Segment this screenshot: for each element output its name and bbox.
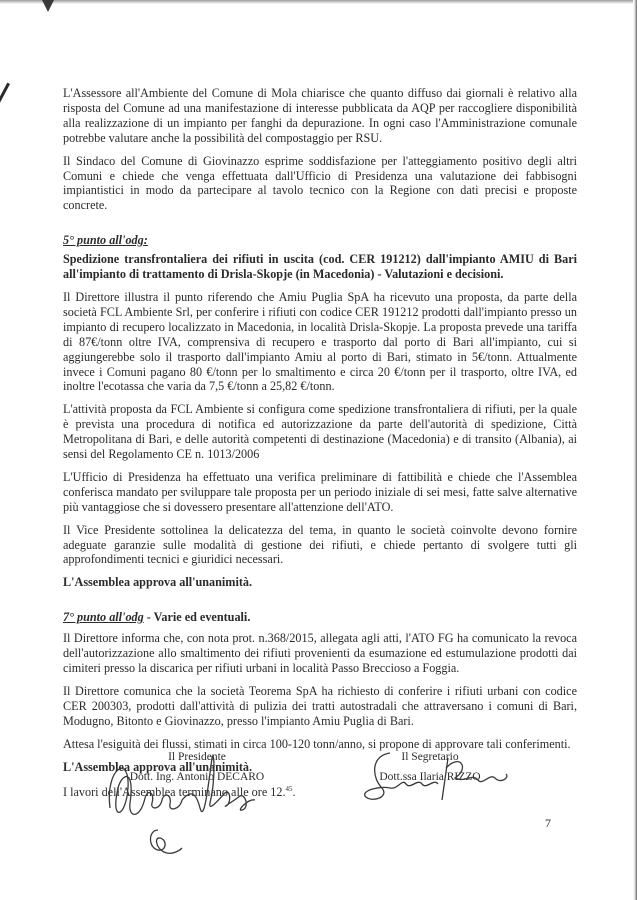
agenda-item-5-resolution: L'Assemblea approva all'unanimità. bbox=[63, 575, 253, 590]
agenda-item-5-subject: Spedizione transfrontaliera dei rifiuti in uscita (cod. CER 191212) dall'impianto AMIU di Bari all'impianto di trattamento di Drisla-Skopje (in Macedonia) - Valutazioni e decisioni. bbox=[63, 252, 577, 282]
document-page bbox=[63, 86, 577, 808]
agenda-item-5-heading: 5° punto all'odg: bbox=[63, 233, 148, 248]
paragraph-attivita-fcl: L'attività proposta da FCL Ambiente si configura come spedizione transfrontaliera di rifiuti, per la quale è prevista una procedura di notifica ed autorizzazione da parte dell'autorità di spedizione, Città Metropolitana di Bari, e delle autorità competenti di destinazione (Macedonia) e di transito (Albania), ai sensi del Regolamento CE n. 1013/2006 bbox=[63, 402, 577, 462]
agenda-item-7-resolution: L'Assemblea approva all'unanimità. bbox=[63, 759, 253, 774]
agenda-item-5 bbox=[63, 233, 577, 590]
page-number: 7 bbox=[545, 816, 551, 830]
paragraph-direttore-proposta: Il Direttore illustra il punto riferendo che Amiu Puglia SpA ha ricevuto una proposta, da parte della società FCL Ambiente Srl, per conferire i rifiuti con codice CER 191212 prodotti dall'impianto presso un impianto di recupero localizzato in Macedonia, in località Drisla-Skopje. La proposta prevede una tariffa di 87€/tonn oltre IVA, comprensiva di recupero e trasporto dal porto di Bari all'impianto, cui si aggiungerebbe solo il trasporto dall'impianto Amiu al porto di Bari, stimato in 5€/tonn. Attualmente invece i Comuni pagano 80 €/tonn per lo smaltimento e circa 20 €/tonn per il trasporto, oltre IVA, ed inoltre l'ecotassa che varia da 7,5 €/tonn a 25,82 €/tonn. bbox=[63, 289, 577, 394]
closing-time-superscript: 45 bbox=[285, 785, 293, 794]
paragraph-assessore-mola: L'Assessore all'Ambiente del Comune di Mola chiarisce che quanto diffuso dai giornali è relativo alla risposta del Comune ad una manifestazione di interesse pubblicata da AQP per raccogliere disponibilità alla realizzazione di un impianto per fanghi da depurazione. In ogni caso l'Amministrazione comunale potrebbe valutare anche la possibilità del compostaggio per RSU. bbox=[63, 86, 577, 145]
agenda-item-7-heading bbox=[63, 610, 577, 625]
presidente-role: Il Presidente bbox=[168, 751, 226, 763]
closing-end: . bbox=[292, 785, 296, 800]
margin-pen-mark bbox=[0, 83, 10, 104]
paragraph-sindaco-giovinazzo: Il Sindaco del Comune di Giovinazzo esprime soddisfazione per l'atteggiamento positivo degli altri Comuni e chiede che venga effettuata dall'Ufficio di Presidenza una valutazione dei fabbisogni impiantistici in modo da partecipare al tavolo tecnico con la Regione con dati precisi e proposte concrete. bbox=[63, 153, 577, 213]
agenda-item-7-title: - Varie ed eventuali. bbox=[143, 610, 251, 625]
agenda-item-7-label: 7° punto all'odg bbox=[63, 610, 144, 625]
presidente-name: Dott. Ing. Antonio DECARO bbox=[129, 771, 265, 783]
paragraph-revoca-autorizzazione: Il Direttore informa che, con nota prot. n.368/2015, allegata agli atti, l'ATO FG ha comunicato la revoca dell'autorizzazione allo smaltimento dei rifiuti provenienti da esumazione ed estumulazione prodotti dai cimiteri presso la discarica per rifiuti urbani in località Passo Breccioso a Foggia. bbox=[63, 631, 577, 675]
scan-top-edge bbox=[0, 0, 637, 4]
paragraph-vice-presidente: Il Vice Presidente sottolinea la delicatezza del tema, in quanto le società coinvolte devono fornire adeguate garanzie sulle modalità di gestione dei rifiuti, e chiede pertanto di svolgere tutti gli approfondimenti tecnici e giuridici necessari. bbox=[63, 522, 577, 567]
segretario-signature-icon bbox=[360, 748, 520, 808]
segretario-role: Il Segretario bbox=[401, 751, 459, 763]
scan-right-edge bbox=[633, 0, 637, 900]
paragraph-teorema-spa: Il Direttore comunica che la società Teorema SpA ha richiesto di conferire i rifiuti urbani con codice CER 200303, prodotti dall'attività di pulizia dei tratti autostradali che attraversano i comuni di Bari, Modugno, Bitonto e Giovinazzo, presso l'impianto Amiu Puglia di Bari. bbox=[63, 683, 577, 728]
closing-text: I lavori dell'Assemblea terminano alle ore 12. bbox=[63, 785, 286, 800]
paragraph-ufficio-presidenza: L'Ufficio di Presidenza ha effettuato una verifica preliminare di fattibilità e chiede che l'Assemblea conferisca mandato per sviluppare tale proposta per un periodo iniziale di sei mesi, fatte salve alternative più vantaggiose che si dovessero presentare all'attenzione dell'ATO. bbox=[63, 469, 577, 514]
presidente-signature-icon bbox=[100, 748, 270, 858]
paragraph-esiguita-flussi: Attesa l'esiguità dei flussi, stimati in circa 100-120 tonn/anno, si propone di approvare tali conferimenti. bbox=[63, 736, 571, 751]
segretario-name: Dott.ssa Ilaria RIZZO bbox=[379, 771, 481, 783]
scan-punch-mark bbox=[42, 0, 54, 12]
